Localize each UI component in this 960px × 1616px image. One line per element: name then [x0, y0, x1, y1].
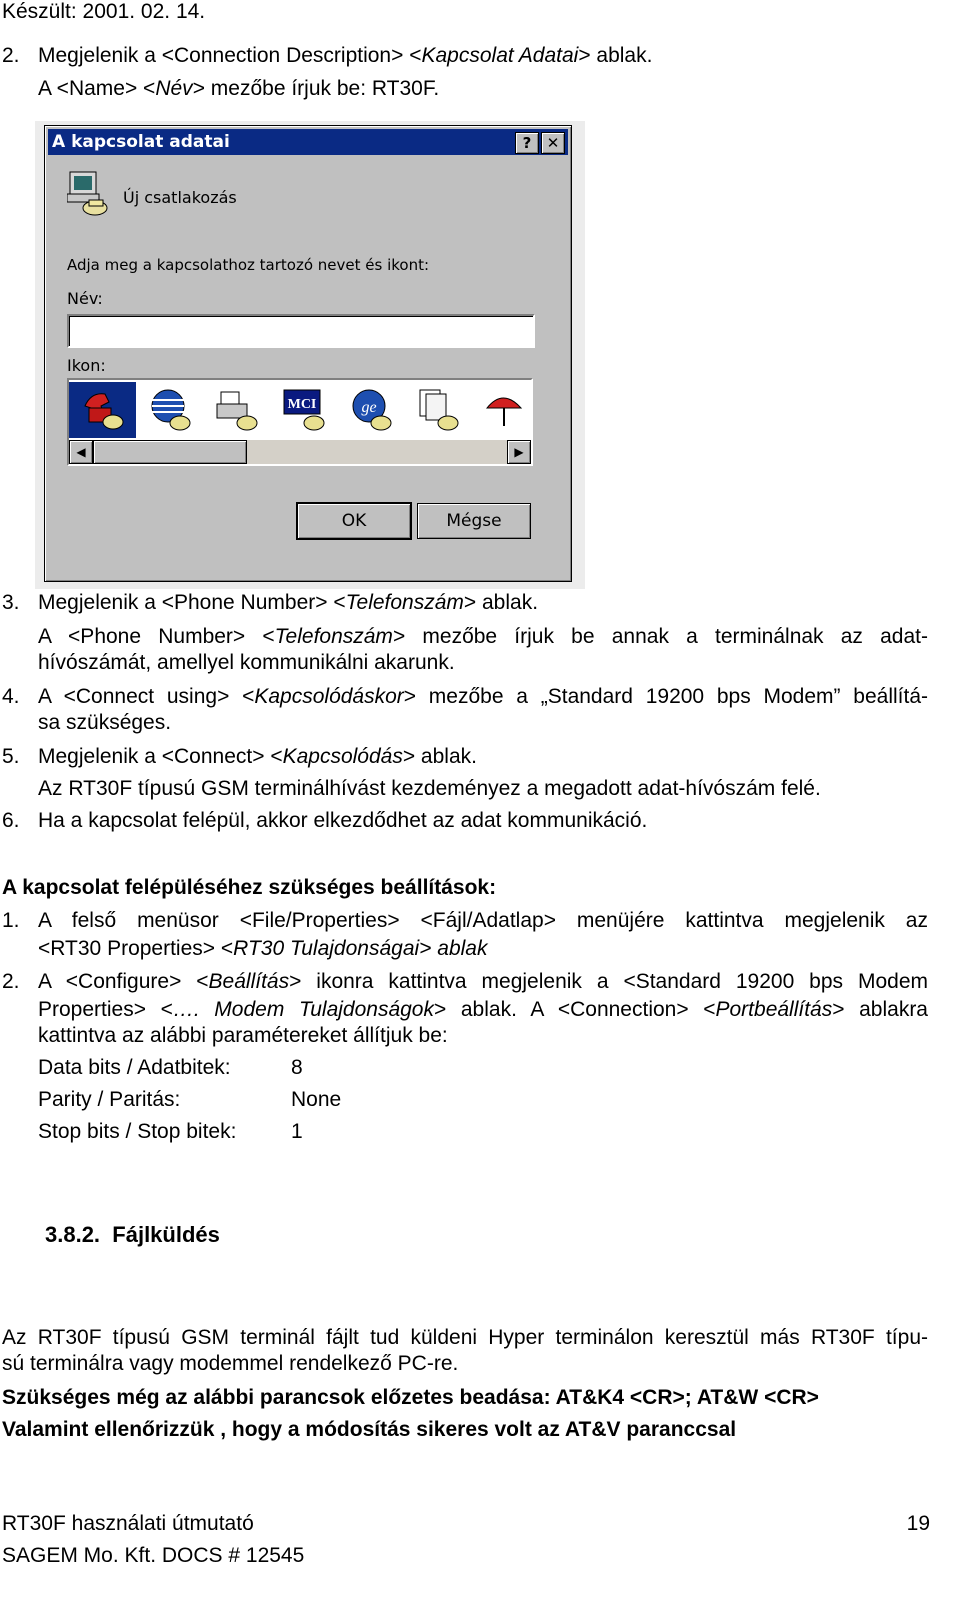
section-bold-line2: Valamint ellenőrizzük , hogy a módosítás sikeres volt az AT&V paranccsal [2, 1418, 737, 1441]
param-label-stop-bits: Stop bits / Stop bitek: [38, 1120, 237, 1143]
step5-line2: Az RT30F típusú GSM terminálhívást kezdeményez a megadott adat-hívószám felé. [38, 777, 821, 800]
setting1-line2: <RT30 Properties> <RT30 Tulajdonságai> ablak [38, 937, 488, 960]
setting2-number: 2. [2, 970, 20, 993]
documents-icon [416, 388, 460, 432]
section-title: Fájlküldés [112, 1222, 220, 1247]
icon-option-documents[interactable] [404, 382, 471, 438]
section-para-line1: Az RT30F típusú GSM terminál fájlt tud küldeni Hyper terminálon keresztül más RT30F típu- [2, 1326, 928, 1349]
scroll-thumb[interactable] [93, 440, 247, 464]
icon-option-mci[interactable] [270, 382, 337, 438]
step3-number: 3. [2, 591, 20, 614]
dialog-prompt: Adja meg a kapcsolathoz tartozó nevet és ikont: [67, 256, 430, 274]
icon-label: Ikon: [67, 356, 106, 375]
icon-option-fax[interactable] [203, 382, 270, 438]
ge-icon [349, 388, 393, 432]
setting2-line3: kattintva az alábbi paramétereket állítjuk be: [38, 1024, 448, 1047]
umbrella-icon [483, 388, 527, 432]
help-button[interactable]: ? [515, 132, 539, 154]
section-number: 3.8.2. [45, 1222, 101, 1247]
icon-option-globe[interactable] [136, 382, 203, 438]
step2-number: 2. [2, 44, 20, 67]
mci-logo-text: MCI [287, 397, 316, 412]
step5-line1: Megjelenik a <Connect> <Kapcsolódás> ablak. [38, 745, 477, 768]
fax-icon [215, 388, 259, 432]
icon-option-umbrella[interactable] [471, 382, 533, 438]
dialog-title: A kapcsolat adatai [52, 132, 230, 152]
settings-heading: A kapcsolat felépüléséhez szükséges beállítások: [2, 876, 497, 899]
globe-icon [148, 388, 192, 432]
footer-page-number: 19 [906, 1512, 930, 1535]
setting2-line2: Properties> <…. Modem Tulajdonságok> ablak. A <Connection> <Portbeállítás> ablakra [38, 998, 928, 1021]
ok-button[interactable]: OK [297, 503, 411, 539]
param-label-data-bits: Data bits / Adatbitek: [38, 1056, 231, 1079]
param-value-stop-bits: 1 [291, 1120, 303, 1143]
section-heading [45, 1222, 220, 1248]
phone-icon [81, 388, 125, 432]
step5-number: 5. [2, 745, 20, 768]
close-button[interactable]: ✕ [541, 132, 565, 154]
footer-company: SAGEM Mo. Kft. DOCS # 12545 [2, 1544, 305, 1567]
new-connection-icon [67, 170, 111, 218]
setting1-line1: A felső menüsor <File/Properties> <Fájl/Adatlap> menüjére kattintva megjelenik az [38, 909, 928, 932]
step2-line1: Megjelenik a <Connection Description> <Kapcsolat Adatai> ablak. [38, 44, 653, 67]
icon-list[interactable] [67, 378, 533, 466]
step3-line3: hívószámát, amellyel kommunikálni akarunk. [38, 651, 455, 674]
step4-line2: sa szükséges. [38, 711, 172, 734]
name-input[interactable] [67, 314, 535, 348]
step2-line2: A <Name> <Név> mezőbe írjuk be: RT30F. [38, 77, 440, 100]
name-label: Név: [67, 289, 103, 308]
document-date: Készült: 2001. 02. 14. [2, 0, 206, 23]
step3-line2: A <Phone Number> <Telefonszám> mezőbe írjuk be annak a terminálnak az adat- [38, 625, 928, 648]
section-para-line2: sú terminálra vagy modemmel rendelkező PC-re. [2, 1352, 459, 1375]
step4-number: 4. [2, 685, 20, 708]
footer-title: RT30F használati útmutató [2, 1512, 254, 1535]
scroll-right-button[interactable]: ▶ [507, 440, 531, 464]
mci-icon [282, 388, 326, 432]
setting1-number: 1. [2, 909, 20, 932]
param-label-parity: Parity / Paritás: [38, 1088, 181, 1111]
icon-option-ge[interactable] [337, 382, 404, 438]
connection-description-dialog [44, 125, 572, 582]
icon-option-phone[interactable] [69, 382, 136, 438]
step6-line1: Ha a kapcsolat felépül, akkor elkezdődhet az adat kommunikáció. [38, 809, 648, 832]
dialog-titlebar [48, 129, 568, 155]
section-bold-line1: Szükséges még az alábbi parancsok előzetes beadása: AT&K4 <CR>; AT&W <CR> [2, 1386, 819, 1409]
param-value-data-bits: 8 [291, 1056, 303, 1079]
cancel-button[interactable]: Mégse [417, 503, 531, 539]
new-connection-label: Új csatlakozás [123, 188, 237, 207]
ge-logo-text: ge [360, 399, 377, 416]
step3-line1: Megjelenik a <Phone Number> <Telefonszám> ablak. [38, 591, 539, 614]
param-value-parity: None [291, 1088, 342, 1111]
step6-number: 6. [2, 809, 20, 832]
setting2-line1: A <Configure> <Beállítás> ikonra kattintva megjelenik a <Standard 19200 bps Modem [38, 970, 928, 993]
icon-list-scrollbar[interactable] [69, 440, 531, 464]
scroll-left-button[interactable]: ◀ [69, 440, 93, 464]
step4-line1: A <Connect using> <Kapcsolódáskor> mezőbe a „Standard 19200 bps Modem” beállítá- [38, 685, 928, 708]
